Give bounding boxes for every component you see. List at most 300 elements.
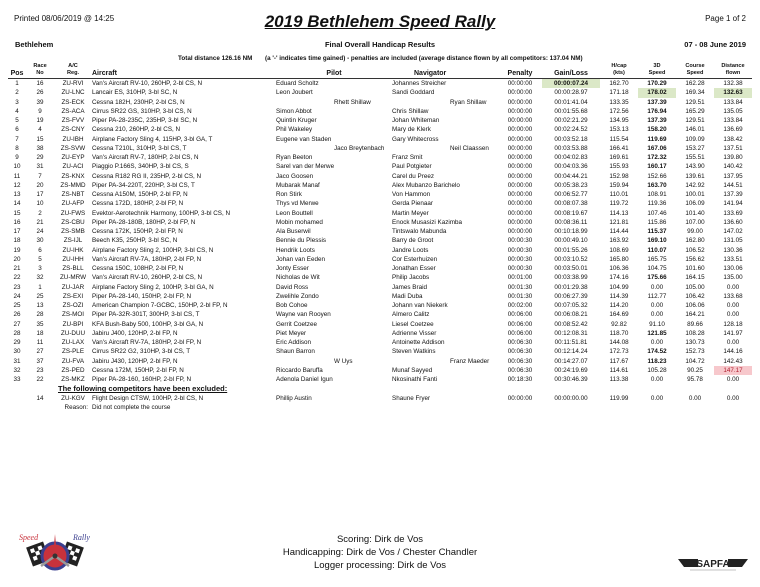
gain-loss: 00:08:52.42 — [554, 320, 588, 328]
table-row — [8, 320, 752, 329]
aircraft: Piaggio P.166S, 340HP, 3-bl CS, S — [92, 163, 189, 171]
aircraft-reg: ZU-AFP — [61, 200, 85, 208]
table-row — [8, 292, 752, 301]
pos: 3 — [15, 98, 19, 106]
table-row — [8, 310, 752, 319]
distance-flown: 133.84 — [723, 98, 743, 106]
table-row — [8, 153, 752, 162]
penalty: 00:02:00 — [507, 302, 533, 309]
race-no: 9 — [38, 107, 42, 115]
pilot: Eric Addison — [276, 339, 312, 346]
table-row — [8, 227, 752, 236]
hcap: 165.80 — [609, 255, 629, 263]
wing-right-icon — [728, 559, 748, 567]
pilot: Phillip Austin — [276, 394, 312, 402]
gain-loss: 00:01:29.38 — [554, 283, 588, 291]
race-no: 22 — [36, 376, 44, 383]
hcap: 172.56 — [609, 107, 629, 115]
course-speed: 152.73 — [685, 348, 705, 356]
aircraft-reg: ZS-ACA — [61, 107, 85, 115]
pilot: W Uys — [334, 357, 353, 365]
race-no: 38 — [36, 144, 44, 152]
pos: 15 — [13, 209, 21, 217]
race-no: 31 — [36, 163, 44, 171]
pos: 32 — [13, 366, 21, 374]
penalty: 00:00:00 — [507, 80, 533, 87]
distance-flown: 144.16 — [723, 348, 743, 356]
table-row — [8, 246, 752, 255]
speed-3d: 118.23 — [647, 357, 667, 365]
race-no: 11 — [36, 339, 44, 346]
penalty: 00:00:00 — [507, 394, 533, 402]
hcap: 134.95 — [609, 117, 629, 124]
distance-flown: 131.05 — [723, 237, 743, 245]
aircraft-reg: ZS-EXI — [62, 292, 84, 300]
aircraft: Evektor-Aerotechnik Harmony, 100HP, 3-bl CS, N — [92, 209, 231, 217]
course-speed: 143.90 — [685, 163, 705, 171]
penalty: 00:00:00 — [507, 89, 533, 97]
distance-flown: 0.00 — [726, 283, 740, 291]
pos: 14 — [13, 200, 21, 208]
navigator: Shaune Fryer — [392, 394, 431, 402]
table-row — [8, 79, 752, 89]
pilot: Mobin mohamed — [276, 218, 323, 226]
excluded-row — [8, 394, 752, 403]
course-speed: 95.78 — [687, 376, 703, 383]
table-row — [8, 135, 752, 144]
aircraft-reg: ZU-ACI — [62, 163, 84, 171]
gain-loss: 00:04:02.83 — [554, 154, 588, 161]
col-race-no: Race No — [26, 63, 54, 79]
aircraft: Piper PA-34-220T, 220HP, 3-bl CS, T — [92, 181, 195, 189]
penalty: 00:06:30 — [507, 348, 533, 356]
speed-3d: 121.85 — [647, 329, 667, 337]
aircraft: Piper PA-28-180B, 180HP, 2-bl FP, N — [92, 218, 196, 226]
distance-flown: 128.18 — [723, 320, 743, 328]
aircraft-reg: ZU-FWS — [60, 209, 86, 217]
col-course-speed: Course Speed — [676, 63, 714, 79]
pilot: Adenola Daniel Igun — [276, 376, 333, 383]
navigator: Nkosinathi Fanti — [392, 376, 438, 383]
race-no: 20 — [36, 181, 44, 189]
distance-note: (a '-' indicates time gained) - penalties are included (average distance flown by all competitors: 137.04 NM) — [265, 55, 583, 62]
hcap: 169.61 — [609, 154, 629, 161]
aircraft: Van's Aircraft RV-7A, 180HP, 2-bl FP, N — [92, 255, 202, 263]
gain-loss: 00:04:03.36 — [554, 163, 588, 171]
aircraft: Airplane Factory Sling 2, 100HP, 3-bl GA, N — [92, 283, 214, 291]
penalty: 00:06:00 — [507, 311, 533, 319]
pilot: Sarel van der Merwe — [276, 163, 335, 171]
aircraft-reg: ZU-FVA — [61, 357, 85, 365]
pos: 29 — [13, 339, 21, 346]
aircraft: Cessna T210L, 310HP, 3-bl CS, T — [92, 144, 187, 152]
table-row — [8, 347, 752, 356]
penalty: 00:00:00 — [507, 200, 533, 208]
exclusion-reason-row — [8, 403, 752, 412]
pilot: Bob Cohoe — [276, 302, 308, 309]
navigator: Almero Calitz — [392, 311, 430, 319]
speed-3d: 108.91 — [647, 191, 667, 198]
table-row — [8, 255, 752, 264]
printed-timestamp: Printed 08/06/2019 @ 14:25 — [14, 14, 115, 23]
navigator: Gary Whitecross — [392, 135, 439, 143]
hcap: 104.99 — [609, 283, 629, 291]
hcap: 153.13 — [609, 126, 629, 134]
navigator: Barry de Groot — [392, 237, 434, 245]
pos: 18 — [13, 237, 21, 245]
aircraft: Cirrus SR22 G2, 310HP, 3-bl CS, T — [92, 348, 191, 356]
aircraft: KFA Bush-Baby 500, 100HP, 3-bl GA, N — [92, 320, 204, 328]
gain-loss: 00:01:41.04 — [554, 98, 588, 106]
pilot: Jaco Goosen — [276, 172, 314, 180]
distance-flown: 136.69 — [723, 126, 743, 134]
aircraft: Piper PA-28-160, 160HP, 2-bl FP, N — [92, 376, 192, 383]
course-speed: 146.01 — [685, 126, 705, 134]
aircraft: Flight Design CTSW, 100HP, 2-bl CS, N — [92, 394, 204, 402]
aircraft-reg: ZS-CNY — [61, 126, 85, 134]
table-row — [8, 209, 752, 218]
table-row — [8, 172, 752, 181]
hcap: 162.70 — [609, 80, 629, 87]
course-speed: 104.72 — [685, 357, 705, 365]
distance-flown: 141.94 — [723, 200, 743, 208]
race-no: 2 — [38, 209, 42, 217]
penalty: 00:00:00 — [507, 209, 533, 217]
penalty: 00:06:00 — [507, 329, 533, 337]
race-no: 10 — [36, 200, 44, 208]
hcap: 155.93 — [609, 163, 629, 171]
navigator: Munaf Sayyed — [392, 366, 433, 374]
table-row — [8, 144, 752, 153]
table-row — [8, 357, 752, 366]
col-distance-flown: Distance flown — [714, 63, 752, 79]
distance-flown: 137.95 — [723, 172, 743, 180]
pos: 16 — [13, 218, 21, 226]
gain-loss: 00:06:08.21 — [554, 311, 588, 319]
pos — [8, 394, 26, 403]
distance-flown: 0.00 — [726, 394, 740, 402]
distance-flown: 137.51 — [723, 144, 743, 152]
aircraft: Cessna 150C, 108HP, 2-bl FP, N — [92, 265, 184, 272]
distance-flown: 140.42 — [723, 163, 743, 171]
hcap: 114.39 — [609, 292, 629, 300]
penalty: 00:01:00 — [507, 274, 533, 282]
gain-loss: 00:06:27.39 — [554, 292, 588, 300]
table-header-row — [8, 63, 752, 79]
hcap: 164.69 — [609, 311, 629, 319]
hcap: 114.44 — [609, 228, 629, 235]
pos: 33 — [13, 376, 21, 383]
distance-flown: 0.00 — [726, 339, 740, 346]
hcap: 163.92 — [609, 237, 629, 245]
distance-flown: 147.02 — [723, 228, 743, 235]
course-speed: 106.52 — [685, 246, 705, 254]
aircraft: Cessna 172M, 150HP, 2-bl FP, N — [92, 366, 184, 374]
aircraft-reg: ZS-SMB — [61, 228, 85, 235]
course-speed: 106.09 — [685, 200, 705, 208]
credits — [0, 533, 760, 572]
gain-loss: 00:11:51.81 — [554, 339, 588, 346]
gain-loss: 00:00:00.00 — [554, 394, 588, 402]
table-row — [8, 375, 752, 384]
navigator: Gerda Pienaar — [392, 200, 433, 208]
course-speed: 164.15 — [685, 274, 705, 282]
hcap: 114.61 — [609, 366, 629, 374]
col-pilot: Pilot — [276, 63, 392, 79]
spacer — [8, 403, 26, 412]
race-no: 21 — [36, 218, 44, 226]
aircraft-reg: ZS-OZI — [62, 302, 84, 309]
course-speed: 101.40 — [685, 209, 705, 217]
speed-3d: 0.00 — [650, 376, 664, 383]
gain-loss: 00:12:08.31 — [554, 329, 588, 337]
pos: 25 — [13, 302, 21, 309]
penalty: 00:01:30 — [507, 283, 533, 291]
pilot: Shaun Barron — [276, 348, 315, 356]
race-no: 32 — [36, 274, 44, 282]
sapfa-logo — [678, 556, 748, 572]
distance-flown: 132.38 — [723, 80, 743, 87]
navigator: Jandre Loots — [392, 246, 429, 254]
pilot: Ryan Beeton — [276, 154, 313, 161]
speed-3d: 0.00 — [650, 283, 664, 291]
col-aircraft: Aircraft — [92, 63, 276, 79]
penalty: 00:00:00 — [507, 126, 533, 134]
navigator: Madi Duba — [392, 292, 423, 300]
col-navigator: Navigator — [392, 63, 498, 79]
table-row — [8, 181, 752, 190]
gain-loss: 00:06:52.77 — [554, 191, 588, 198]
pilot: Nicholas de Wit — [276, 274, 320, 282]
hcap: 119.99 — [609, 394, 629, 402]
pilot: Thys vd Merwe — [276, 200, 319, 208]
speed-3d: 91.10 — [649, 320, 665, 328]
pos: 4 — [15, 107, 19, 115]
aircraft-reg: ZS-IJL — [63, 237, 83, 245]
aircraft: Van's Aircraft RV-10, 260HP, 2-bl CS, N — [92, 80, 203, 87]
race-no: 35 — [36, 320, 44, 328]
logo-speed-text: Speed — [19, 533, 39, 542]
course-speed: 130.73 — [685, 339, 705, 346]
pos: 30 — [13, 348, 21, 356]
aircraft: Cessna 182H, 230HP, 2-bl CS, N — [92, 98, 185, 106]
hcap: 92.82 — [611, 320, 627, 328]
gain-loss: 00:04:44.21 — [554, 172, 588, 180]
speed-3d: 105.28 — [647, 366, 667, 374]
aircraft-reg: ZU-IHH — [62, 255, 84, 263]
aircraft: Cirrus SR22 GS, 310HP, 3-bl CS, N — [92, 107, 192, 115]
gain-loss: 00:05:38.23 — [554, 181, 588, 189]
gain-loss: 00:00:28.97 — [554, 89, 588, 97]
table-row — [8, 98, 752, 107]
race-no: 24 — [36, 228, 44, 235]
table-row — [8, 273, 752, 282]
navigator: Cor Esterhuizen — [392, 255, 438, 263]
table-row — [8, 107, 752, 116]
race-no: 27 — [36, 348, 44, 356]
wing-left-icon — [678, 559, 698, 567]
course-speed: 155.51 — [685, 154, 705, 161]
aircraft: Cessna 172D, 180HP, 2-bl FP, N — [92, 200, 184, 208]
table-row — [8, 283, 752, 292]
table-row — [8, 366, 752, 375]
pilot: Wayne van Rooyen — [276, 311, 331, 319]
penalty: 00:01:30 — [507, 292, 533, 300]
navigator: Johannes Streicher — [392, 80, 447, 87]
distance-flown: 142.43 — [723, 357, 743, 365]
race-no: 19 — [36, 117, 44, 124]
excluded-heading-row — [8, 384, 752, 393]
hcap: 171.18 — [609, 89, 629, 97]
table-row — [8, 125, 752, 134]
hcap: 110.01 — [609, 191, 629, 198]
distance-flown: 0.00 — [726, 311, 740, 319]
event-dates: 07 - 08 June 2019 — [684, 40, 746, 49]
pilot: Riccardo Baruffa — [276, 366, 323, 374]
race-no: 29 — [36, 154, 44, 161]
navigator: Ryan Shillaw — [450, 98, 487, 106]
handicapping-credit: Handicapping: Dirk de Vos / Chester Chandler — [282, 547, 478, 558]
aircraft: American Champion 7-GCBC, 150HP, 2-bl FP, N — [92, 302, 228, 309]
speed-3d: 115.86 — [647, 218, 667, 226]
distance-flown: 141.97 — [723, 329, 743, 337]
navigator: Franz Smit — [392, 154, 423, 161]
course-speed: 101.60 — [685, 265, 705, 272]
speed-3d: 176.94 — [647, 107, 667, 115]
gain-loss: 00:03:38.99 — [554, 274, 588, 282]
gain-loss: 00:01:55.68 — [554, 107, 588, 115]
aircraft-reg: ZU-LNC — [61, 89, 85, 97]
pos: 2 — [15, 89, 19, 97]
table-row — [8, 116, 752, 125]
speed-3d: 152.66 — [647, 172, 667, 180]
aircraft: Piper PA-28-140, 150HP, 2-bl FP, N — [92, 292, 192, 300]
penalty: 00:06:00 — [507, 320, 533, 328]
speed-3d: 104.75 — [647, 265, 667, 272]
pilot: Simon Abbot — [276, 107, 312, 115]
aircraft-reg: ZU-RVI — [62, 80, 84, 87]
hcap: 121.81 — [609, 218, 629, 226]
distance-flown: 139.80 — [723, 154, 743, 161]
navigator: Neil Claassen — [450, 144, 489, 152]
pos: 8 — [15, 144, 19, 152]
table-row — [8, 88, 752, 97]
race-no: 6 — [38, 246, 42, 254]
penalty: 00:00:30 — [507, 237, 533, 245]
penalty: 00:00:00 — [507, 218, 533, 226]
distance-flown: 133.51 — [723, 255, 743, 263]
navigator: Von Hammon — [392, 191, 431, 198]
aircraft-reg: ZS-FVV — [61, 117, 85, 124]
aircraft-reg: ZS-MOI — [61, 311, 85, 319]
pos: 19 — [13, 246, 21, 254]
pos: 28 — [13, 329, 21, 337]
results-body — [8, 79, 752, 413]
aircraft-reg: ZU-MRW — [59, 274, 87, 282]
race-no: 13 — [36, 302, 44, 309]
pilot: Jonty Esser — [276, 265, 309, 272]
navigator: Johan Whiteman — [392, 117, 440, 124]
aircraft: Piper PA-28-235C, 235HP, 3-bl SC, N — [92, 117, 198, 124]
course-speed: 162.28 — [685, 80, 705, 87]
pilot: Mubarak Manaf — [276, 181, 320, 189]
gain-loss: 00:08:36.11 — [554, 218, 588, 226]
race-no: 1 — [38, 283, 42, 291]
distance-flown: 135.00 — [723, 274, 743, 282]
pos: 1 — [15, 80, 19, 87]
course-speed: 156.62 — [685, 255, 705, 263]
navigator: Jonathan Esser — [392, 265, 436, 272]
speed-3d: 107.46 — [647, 209, 667, 217]
aircraft-reg: ZS-CBU — [61, 218, 85, 226]
pos: 5 — [15, 117, 19, 124]
navigator: Mary de Klerk — [392, 126, 431, 134]
aircraft-reg: ZS-SVW — [60, 144, 86, 152]
race-no: 37 — [36, 357, 44, 365]
course-speed: 142.92 — [685, 181, 705, 189]
penalty: 00:00:00 — [507, 98, 533, 106]
gain-loss: 00:00:07.24 — [542, 79, 600, 89]
aircraft-reg: ZU-LAX — [61, 339, 85, 346]
logo-rally-text: Rally — [73, 533, 90, 542]
race-no: 14 — [36, 394, 44, 402]
pilot: David Ross — [276, 283, 309, 291]
race-no: 26 — [36, 89, 44, 97]
page-number: Page 1 of 2 — [705, 14, 746, 23]
race-no: 7 — [38, 172, 42, 180]
course-speed: 109.09 — [685, 135, 705, 143]
table-row — [8, 162, 752, 171]
gain-loss: 00:02:21.29 — [554, 117, 588, 124]
navigator: Sandi Goddard — [392, 89, 435, 97]
speed-3d: 137.39 — [647, 117, 667, 124]
gain-loss: 00:08:19.67 — [554, 209, 588, 217]
navigator: Philip Jacobs — [392, 274, 430, 282]
aircraft-reg: ZS-BLL — [62, 265, 84, 272]
logger-credit: Logger processing: Dirk de Vos — [313, 560, 447, 571]
aircraft: Piper PA-32R-301T, 300HP, 3-bl CS, T — [92, 311, 200, 319]
distance-flown: 0.00 — [726, 302, 740, 309]
navigator: Antoinette Addison — [392, 339, 445, 346]
navigator: Tintswalo Mabunda — [392, 228, 447, 235]
pos: 24 — [13, 292, 21, 300]
gain-loss: 00:07:05.32 — [554, 302, 588, 309]
race-no: 30 — [36, 237, 44, 245]
penalty: 00:00:00 — [507, 163, 533, 171]
distance-flown: 144.51 — [723, 181, 743, 189]
results-subtitle: Final Overall Handicap Results — [324, 40, 436, 49]
course-speed: 90.25 — [687, 366, 703, 374]
pilot: Hendrik Loots — [276, 246, 315, 254]
pos: 31 — [13, 357, 21, 365]
speed-3d: 0.00 — [650, 339, 664, 346]
pilot: Phil Wakeley — [276, 126, 313, 134]
gain-loss: 00:03:53.88 — [554, 144, 588, 152]
aircraft-reg: ZU-EYP — [61, 154, 85, 161]
speed-3d: 169.10 — [647, 237, 667, 245]
pos: 9 — [15, 154, 19, 161]
exclusion-reason: Did not complete the course — [92, 403, 171, 411]
race-no: 23 — [36, 366, 44, 374]
col-3d-speed: 3D Speed — [638, 63, 676, 79]
table-row — [8, 236, 752, 245]
aircraft: Lancair ES, 310HP, 3-bl SC, N — [92, 89, 178, 97]
pilot: Gerrit Coetzee — [276, 320, 317, 328]
gain-loss: 00:03:10.52 — [554, 255, 588, 263]
distance-flown: 133.84 — [723, 117, 743, 124]
hcap: 108.69 — [609, 246, 629, 254]
spacer — [8, 384, 26, 393]
